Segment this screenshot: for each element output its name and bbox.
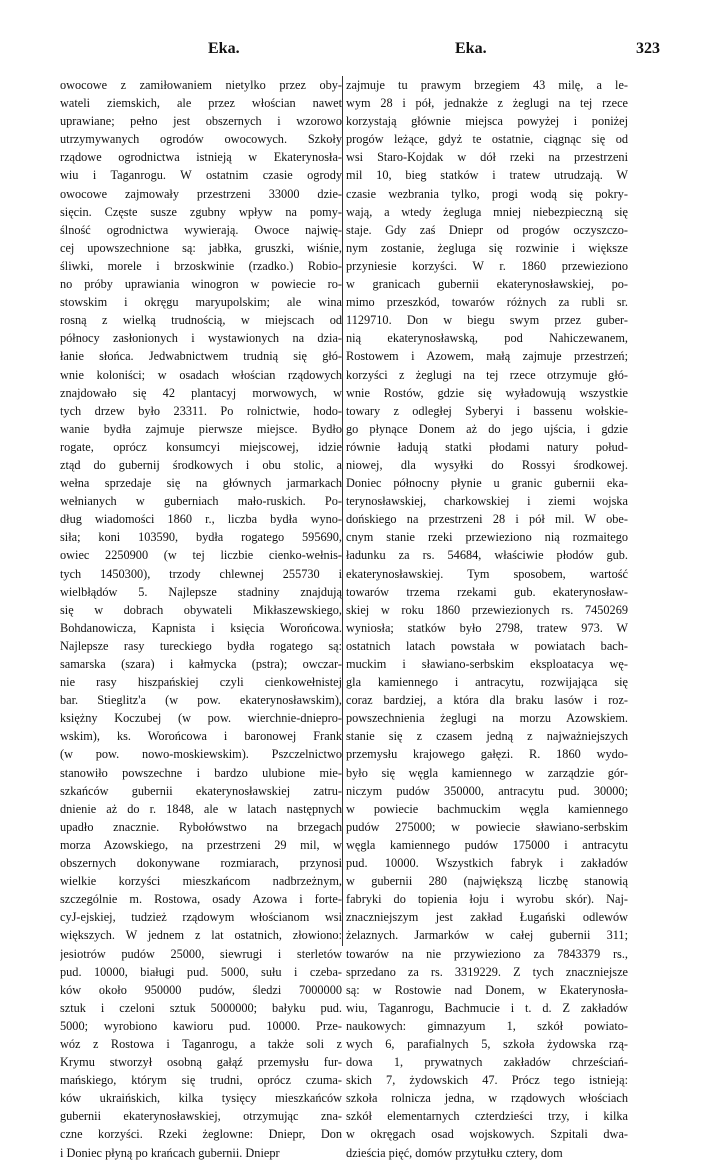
text-line: znajdowało się 42 plantacyj morwowych, w <box>60 385 342 400</box>
text-line: bar. Stieglitz'a (w pow. ekaterynosławskim), <box>60 693 342 708</box>
text-line: dzieścia pięć, domów przytułku cztery, dom <box>346 1145 563 1160</box>
text-line: stowskim i okręgu maryupolskim; ale wina <box>60 295 342 310</box>
header-center-keyword: Eka. <box>455 40 487 57</box>
text-line: w gubernii 280 (największą liczbę stanowią <box>346 874 628 889</box>
text-line: Bohdanowicza, Kapnista i księcia Worońcowa. <box>60 620 342 635</box>
text-line: no próby uprawiania winogron w powiecie ro- <box>60 277 342 292</box>
text-line: rosną z wielką trudnością, w miejscach od <box>60 313 342 328</box>
text-line: wełnianych w guberniach mało-ruskich. Po- <box>60 494 342 509</box>
text-line: niowej, dla wysyłki do Rossyi środkowej. <box>346 457 628 472</box>
text-line: towarów na nie przywieziono za 7843379 rs., <box>346 946 628 961</box>
text-line: węgla kamiennego pudów 175000 i antracytu <box>346 837 628 852</box>
text-line: ślność ogrodnictwa wywierają. Owoce najwię- <box>60 222 342 237</box>
text-line: dnienie aż do r. 1848, ale w latach następnych <box>60 801 342 816</box>
text-line: wełna sprzedaje się na głównych jarmarkach <box>60 476 342 491</box>
text-line: owiec 2250900 (w tej liczbie cienko-wełnis- <box>60 548 342 563</box>
text-line: gla kamiennego i antracytu, rozwijająca się <box>346 675 628 690</box>
text-line: 1129710. Don w biegu swym przez guber- <box>346 313 628 328</box>
text-line: księżny Koczubej (w pow. wierchnie-dniepro- <box>60 711 342 726</box>
text-line: progów leżące, gdyż te ostatnie, ciągnąc się od <box>346 132 628 147</box>
text-line: wają, a wtedy żegluga mniej niebezpieczną się <box>346 204 628 219</box>
text-line: sięcin. Częste susze zgubny wpływ na pomy- <box>60 204 342 219</box>
text-line: sztuk i czeloni sztuk 5000000; bałyku pud. <box>60 1000 342 1015</box>
header-left-keyword: Eka. <box>208 40 240 57</box>
text-line: przyniesie korzyści. W r. 1860 przewieziono <box>346 258 628 273</box>
text-line: Rostowem i Azowem, małą zajmuje przestrzeń; <box>346 349 628 364</box>
text-line: owocowe zajmowały przestrzeni 33000 dzie- <box>60 186 342 201</box>
text-line: i Doniec płyną po krańcach gubernii. Dniepr <box>60 1145 280 1160</box>
text-line: sprzedano za rs. 3319229. Z tych znaczniejsze <box>346 964 628 979</box>
text-line: było się węgla kamiennego w zarządzie gór- <box>346 765 628 780</box>
text-line: równie ładują statki płodami natury połud- <box>346 439 628 454</box>
text-line: skiej w roku 1860 przewiezionych rs. 7450269 <box>346 602 628 617</box>
text-line: Krymu stworzył osobną gałąź przemysłu fur- <box>60 1055 342 1070</box>
text-line: szkańców gubernii ekaterynosławskiej zatru- <box>60 783 342 798</box>
running-header <box>0 40 720 64</box>
text-line: mil 10, bieg statków i tratew utrudzają. W <box>346 168 628 183</box>
text-line: dońskiego na przestrzeni 28 i pół mil. W obe- <box>346 512 628 527</box>
text-line: rogate, oprócz konsumcyi miejscowej, idzie <box>60 439 342 454</box>
text-line: towarów trzema rzekami gub. ekaterynosław- <box>346 584 628 599</box>
text-line: ztąd do gubernij środkowych i obu stolic, a <box>60 457 342 472</box>
text-line: muckim i sławiano-serbskim eksploatacya wę- <box>346 657 628 671</box>
text-line: ków ukraińskich, kilka tysięcy mieszkańców <box>60 1091 342 1106</box>
text-line: dług wiadomości 1860 r., liczba bydła wyno- <box>60 512 342 527</box>
text-line: nią ekaterynosławską, pod Nahiczewanem, <box>346 331 628 346</box>
text-line: wielbłądów 5. Najlepsze stadniny znajdują <box>60 584 342 599</box>
text-line: wsi Staro-Kojdak w dół rzeki na przestrzeni <box>346 150 628 165</box>
text-line: morza Azowskiego, na przestrzeni 29 mil, w <box>60 837 342 852</box>
text-line: rządowe ogrodnictwa istnieją w Ekaterynosła- <box>60 150 342 165</box>
text-line: coraz bardziej, a która dla braku lasów i roz- <box>346 693 628 708</box>
page-number: 323 <box>636 40 660 57</box>
text-line: wnie koloniści; w osadach włościan rządowych <box>60 367 342 382</box>
column-divider <box>342 76 343 946</box>
text-line: wiu i Taganrogu. W ostatnim czasie ogrody <box>60 168 342 183</box>
text-line: wym 28 i pół, jednakże z żeglugi na tej rzece <box>346 96 628 111</box>
text-line: tych drzew było 23311. Po rolnictwie, hodo- <box>60 403 342 418</box>
text-line: przemysłu krajowego gałęzi. R. 1860 wydo- <box>346 747 628 762</box>
text-line: 5000; wyrobiono kawioru pud. 10000. Prze- <box>60 1018 342 1033</box>
text-line: korzystają głównie miejsca powyżej i poniżej <box>346 114 628 129</box>
left-text-column <box>60 76 342 1162</box>
text-line: wskim), ks. Worońcowa i baronowej Frank <box>60 729 342 744</box>
text-line: dowa 1, prywatnych zakładów chrześciań- <box>346 1055 628 1070</box>
text-line: ostatnich latach powstała w powiatach bach- <box>346 638 628 653</box>
text-line: wielkie korzyści mieszkańcom nadbrzeżnym, <box>60 874 342 889</box>
text-line: ekaterynosławskiej. Tym sposobem, wartość <box>346 566 628 581</box>
text-line: utrzymywanych ogrodów owocowych. Szkoły <box>60 132 342 147</box>
text-line: wóz z Rostowa i Taganrogu, a także soli z <box>60 1036 342 1051</box>
text-line: łanie słońca. Jedwabnictwem trudnią się głó- <box>60 349 342 364</box>
text-line: wateli ziemskich, ale przez włościan nawet <box>60 96 342 111</box>
text-line: nie rasy hiszpańskiej czyli cienkowełnistej <box>60 675 342 690</box>
text-line: mimo przeszkód, towarów różnych za rubli sr. <box>346 295 628 310</box>
text-line: północy zasłonionych i wystawionych na dzia- <box>60 331 342 346</box>
text-line: ładunku za rs. 54684, właściwie płodów gub. <box>346 548 628 563</box>
text-line: uprawiane; pełno jest obszernych i wzorowo <box>60 114 342 129</box>
text-line: w powiecie bachmuckim węgla kamiennego <box>346 801 628 816</box>
text-line: szkoła rolnicza jedna, w rządowych włościach <box>346 1091 628 1106</box>
text-line: Doniec północny płynie u granic gubernii eka- <box>346 476 628 491</box>
text-line: wych 6, parafialnych 5, szkoła żydowska rzą- <box>346 1036 628 1051</box>
text-line: Najlepsze rasy tureckiego bydła rogatego są: <box>60 638 342 653</box>
text-line: pud. 10000, białugi pud. 5000, sułu i czeba- <box>60 964 342 979</box>
text-line: czasie wezbrania tylko, progi wodą się pokry- <box>346 186 628 201</box>
text-line: samarska (szara) i kałmycka (pstra); owczar- <box>60 657 342 671</box>
text-line: siła; koni 103590, bydła rogatego 595690, <box>60 530 342 545</box>
text-line: pudów 275000; w powiecie sławiano-serbskim <box>346 819 628 834</box>
text-line: tych 1450300), trzody chlewnej 255730 i <box>60 566 342 581</box>
text-line: cyJ-ejskiej, tudzież rządowym włościanom wsi <box>60 910 342 925</box>
text-line: nym zostanie, żegluga się rozwinie i większe <box>346 240 628 255</box>
text-line: skich 7, żydowskich 47. Prócz tego istnieją: <box>346 1073 628 1088</box>
text-line: (w pow. nowo-moskiewskim). Pszczelnictwo <box>60 747 342 762</box>
text-line: jesiotrów pudów 25000, siewrugi i sterletów <box>60 946 342 961</box>
text-line: upadło znacznie. Rybołówstwo na brzegach <box>60 819 342 834</box>
text-line: pud. 10000. Wszystkich fabryk i zakładów <box>346 856 628 871</box>
text-line: wiu, Taganrogu, Bachmucie i t. d. Z zakładów <box>346 1000 628 1015</box>
text-line: naukowych: gimnazyum 1, szkół powiato- <box>346 1018 628 1033</box>
text-line: szczególnie m. Rostowa, osady Azowa i forte- <box>60 892 342 907</box>
text-line: fabryki do topienia łoju i wyrobu skór). Naj- <box>346 892 628 907</box>
text-line: terynosławskiej, charkowskiej i ziemi wojska <box>346 494 628 509</box>
right-text-column <box>346 76 628 1162</box>
text-line: się w dobrach obywateli Mikłaszewskiego, <box>60 602 342 617</box>
text-line: niczym pudów 350000, antracytu pud. 30000; <box>346 783 628 798</box>
text-line: są: w Rostowie nad Donem, w Ekaterynosła- <box>346 982 628 997</box>
text-line: zajmuje tu prawym brzegiem 43 milę, a le- <box>346 78 628 92</box>
text-line: śliwki, morele i brzoskwinie (rzadko.) Robio- <box>60 258 342 273</box>
text-line: korzyści z żeglugi na tej rzece otrzymuje głó- <box>346 367 628 382</box>
text-line: w granicach gubernii ekaterynosławskiej, po- <box>346 277 628 292</box>
text-line: mańskiego, którym się trudni, oprócz czuma- <box>60 1073 342 1088</box>
text-line: stanie się z czasem jedną z najważniejszych <box>346 729 628 744</box>
text-line: powszechnienia żeglugi na morzu Azowskiem. <box>346 711 628 726</box>
text-line: stanowiło powszechne i bardzo ulubione mie- <box>60 765 342 780</box>
text-line: cnym stanie rzeki przewieziono nią rozmaitego <box>346 530 628 545</box>
text-line: większych. W jednem z lat ostatnich, złowiono: <box>60 928 342 943</box>
text-line: wyniosła; statków było 2798, tratew 973. W <box>346 620 628 635</box>
text-line: wanie bydła zajmuje pierwsze miejsce. Bydło <box>60 421 342 436</box>
text-line: owocowe z zamiłowaniem nietylko przez oby- <box>60 78 342 92</box>
text-line: towary z odległej Syberyi i bassenu wołskie- <box>346 403 628 418</box>
text-line: cej upowszechnione są: jabłka, gruszki, wiśnie, <box>60 240 342 255</box>
text-line: czne korzyści. Rzeki żeglowne: Dniepr, Don <box>60 1127 342 1142</box>
text-line: wnie Rostów, gdzie się wyładowują wszystkie <box>346 385 628 400</box>
text-line: szkół elementarnych czterdzieści trzy, i kilka <box>346 1109 628 1124</box>
text-line: w okręgach osad wojskowych. Szpitali dwa- <box>346 1127 628 1142</box>
text-line: go płynące Donem aż do jego ujścia, i gdzie <box>346 421 628 436</box>
text-line: znaczniejszym jest zakład Ługański odlewów <box>346 910 628 925</box>
text-line: gubernii ekaterynosławskiej, otrzymując zna- <box>60 1109 342 1124</box>
text-line: staje. Gdy zaś Dniepr od progów oczyszczo- <box>346 222 628 237</box>
text-line: ków około 950000 pudów, śledzi 7000000 <box>60 982 342 997</box>
text-line: obszernych dokonywane rozmiarach, przynosi <box>60 856 342 871</box>
text-line: żelaznych. Jarmarków w całej gubernii 311; <box>346 928 628 943</box>
